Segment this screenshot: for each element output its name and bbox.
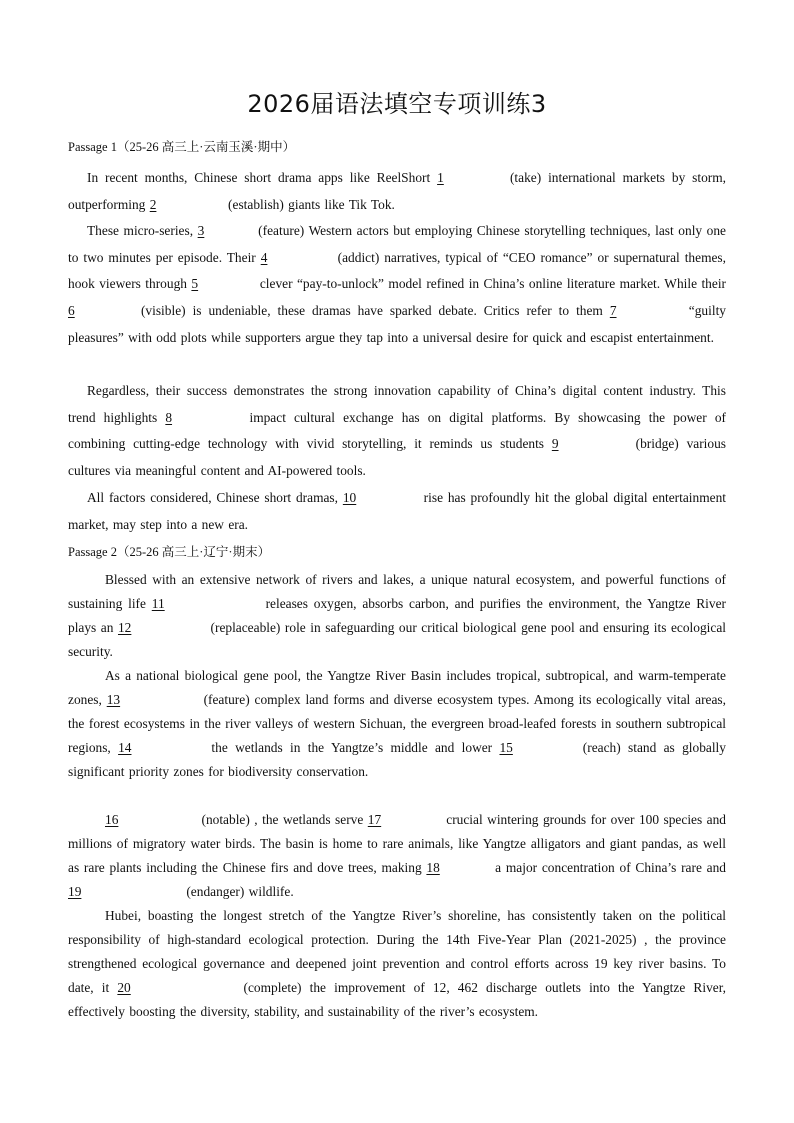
passage-text: clever “pay-to-unlock” model refined in China’s online literature market. While their — [255, 276, 726, 292]
answer-blank-15[interactable]: 15 — [499, 740, 513, 755]
passage-text: Blessed with an extensive network of rivers and lakes, a unique natural ecosystem, and powerful functions of sustaining life — [68, 572, 726, 611]
passage-text: (feature) Western actors but employing Chinese storytelling techniques, last only one to two minutes per episode. Their — [68, 223, 726, 265]
answer-blank-5[interactable]: 5 — [191, 276, 199, 292]
passage-1-paragraph — [68, 485, 726, 538]
answer-blank-1[interactable]: 1 — [437, 170, 444, 185]
passage-text: Regardless, their success demonstrates the strong innovation capability of China’s digital content industry. This trend highlights — [68, 383, 726, 425]
passage-text: Hubei, boasting the longest stretch of the Yangtze River’s shoreline, has consistently taken on the political responsibility of high-standard ecological protection. During the 14th Five-Year Plan (2021-2025) , the province strengthened ecological governance and deepened joint prevention and control efforts across 19 key river basins. To date, it — [68, 908, 726, 995]
passage-text: “guilty pleasures” with odd plots while supporters argue they tap into a universal desire for quick and escapist entertainment. — [68, 303, 726, 345]
passage-text: All factors considered, Chinese short dramas, — [87, 490, 343, 505]
answer-blank-12[interactable]: 12 — [117, 620, 132, 635]
passage-1-paragraph — [68, 378, 726, 485]
passage-text: (take) international markets by storm, outperforming — [68, 170, 726, 212]
passage-text: These micro-series, — [87, 223, 198, 238]
passage-text: As a national biological gene pool, the Yangtze River Basin includes tropical, subtropical, and warm-temperate zones, — [68, 668, 726, 707]
passage-text: (feature) complex land forms and diverse ecosystem types. Among its ecologically vital areas, the forest ecosystems in the river valleys of western Sichuan, the evergreen broad-leafed forests in southern subtropical regions, — [68, 692, 726, 755]
answer-blank-19[interactable]: 19 — [68, 884, 82, 899]
answer-blank-9[interactable]: 9 — [551, 436, 559, 452]
answer-blank-8[interactable]: 8 — [165, 409, 173, 425]
passage-text: the wetlands in the Yangtze’s middle and lower — [204, 740, 500, 755]
answer-blank-16[interactable]: 16 — [105, 812, 119, 827]
answer-blank-13[interactable]: 13 — [106, 692, 121, 707]
passage-text: (addict) narratives, typical of “CEO romance” or supernatural themes, hook viewers through — [68, 249, 726, 292]
answer-blank-14[interactable]: 14 — [118, 740, 132, 755]
passage-text: crucial wintering grounds for over 100 species and millions of migratory water birds. The basin is home to rare animals, like Yangtze alligators and giant pandas, as well as rare plants including the Chinese firs and dove trees, making — [68, 812, 727, 875]
passage-2-heading: Passage 2（25-26 高三上·辽宁·期末） — [68, 545, 271, 559]
passage-text: (bridge) various cultures via meaningful content and AI-powered tools. — [68, 436, 726, 479]
passage-text: (notable) , the wetlands serve — [197, 812, 368, 827]
passage-text: releases oxygen, absorbs carbon, and purifies the environment, the Yangtze River plays an — [68, 596, 726, 635]
answer-blank-18[interactable]: 18 — [426, 860, 440, 875]
passage-text: (endanger) wildlife. — [182, 884, 294, 899]
answer-blank-7[interactable]: 7 — [609, 303, 617, 319]
passage-2-paragraph — [68, 904, 726, 1024]
answer-blank-6[interactable]: 6 — [68, 303, 75, 319]
answer-blank-10[interactable]: 10 — [342, 490, 357, 505]
passage-text: (reach) stand as globally significant priority zones for biodiversity conservation. — [68, 740, 726, 779]
passage-1-paragraph — [68, 165, 726, 218]
passage-1-paragraph — [68, 218, 726, 352]
passage-text: impact cultural exchange has on digital platforms. By showcasing the power of combining cutting-edge technology with vivid storytelling, it reminds us students — [68, 409, 726, 452]
passage-2-paragraph — [68, 568, 726, 664]
passage-2-paragraph — [68, 664, 726, 784]
answer-blank-3[interactable]: 3 — [197, 223, 205, 238]
passage-1-heading: Passage 1（25-26 高三上·云南玉溪·期中） — [68, 140, 296, 154]
answer-blank-11[interactable]: 11 — [151, 596, 165, 611]
answer-blank-20[interactable]: 20 — [117, 980, 131, 995]
passage-text: (replaceable) role in safeguarding our critical biological gene pool and ensuring its ecological security. — [68, 620, 726, 659]
passage-text: (visible) is undeniable, these dramas have sparked debate. Critics refer to them — [134, 303, 610, 319]
passage-text: (complete) the improvement of 12, 462 discharge outlets into the Yangtze River, effectively boosting the diversity, stability, and sustainability of the river’s ecosystem. — [68, 980, 726, 1019]
page-title: 2026届语法填空专项训练3 — [247, 90, 547, 118]
answer-blank-2[interactable]: 2 — [149, 196, 157, 212]
passage-text: In recent months, Chinese short drama apps like ReelShort — [87, 170, 438, 185]
passage-text: (establish) giants like Tik Tok. — [223, 196, 395, 212]
passage-text: rise has profoundly hit the global digital entertainment market, may step into a new era. — [68, 490, 726, 532]
answer-blank-17[interactable]: 17 — [367, 812, 382, 827]
answer-blank-4[interactable]: 4 — [260, 249, 268, 265]
passage-text: a major concentration of China’s rare and — [490, 860, 726, 875]
passage-2-paragraph — [68, 808, 726, 904]
